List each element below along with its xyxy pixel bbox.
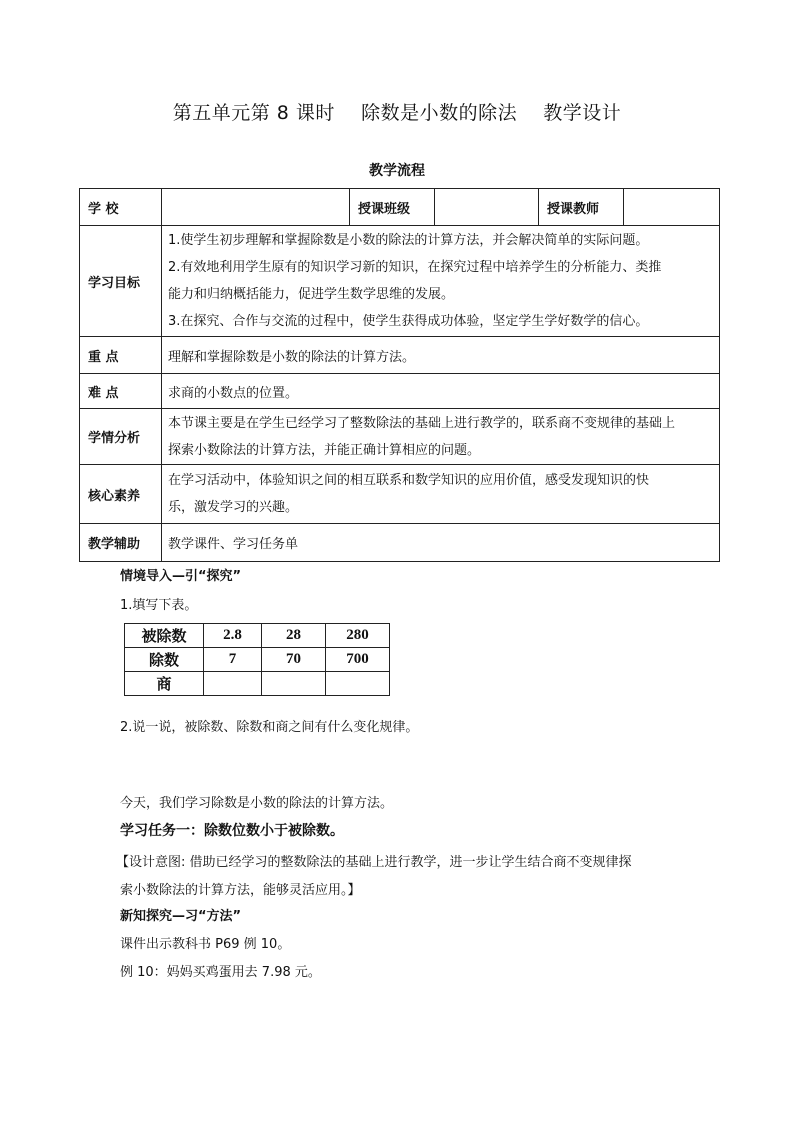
step1-text: 1.填写下表。: [120, 598, 198, 613]
quotient-cell: [204, 672, 262, 696]
table-row: [80, 524, 720, 562]
divisor-cell: 70: [262, 648, 326, 672]
table-row: [80, 226, 720, 337]
class-label: 授课班级: [350, 189, 435, 226]
analysis-label: 学情分析: [80, 409, 162, 465]
dividend-cell: 28: [262, 624, 326, 648]
objective-item: 2.有效地利用学生原有的知识学习新的知识，在探究过程中培养学生的分析能力、类推: [168, 260, 662, 275]
table-row: [125, 648, 390, 672]
objectives-label: 学习目标: [80, 226, 162, 337]
objective-item: 能力和归纳概括能力，促进学生数学思维的发展。: [168, 287, 455, 302]
aids-text: 教学课件、学习任务单: [162, 524, 720, 562]
step2-text: 2.说一说，被除数、除数和商之间有什么变化规律。: [120, 720, 419, 735]
analysis-line: 本节课主要是在学生已经学习了整数除法的基础上进行教学的，联系商不变规律的基础上: [168, 415, 676, 431]
teacher-label: 授课教师: [539, 189, 624, 226]
intro-heading: 情境导入—引“探究”: [120, 569, 242, 584]
school-value: [162, 189, 350, 226]
design-intent-line: 索小数除法的计算方法，能够灵活应用。】: [120, 883, 361, 898]
table-row: [80, 465, 720, 524]
aids-label: 教学辅助: [80, 524, 162, 562]
quotient-cell: [326, 672, 390, 696]
literacy-content: [162, 465, 720, 524]
design-intent-line: 【设计意图: 借助已经学习的整数除法的基础上进行教学，进一步让学生结合商不变规律探: [116, 855, 632, 870]
new-knowledge-heading: 新知探究—习“方法”: [120, 909, 242, 924]
difficulty-text: 求商的小数点的位置。: [162, 374, 720, 409]
literacy-label: 核心素养: [80, 465, 162, 524]
dividend-cell: 2.8: [204, 624, 262, 648]
courseware-text: 课件出示教科书 P69 例 10。: [120, 937, 291, 952]
literacy-line: 乐，激发学习的兴趣。: [168, 500, 299, 515]
table-row: [80, 374, 720, 409]
table-row: [80, 189, 720, 226]
document-title: 第五单元第 8 课时 除数是小数的除法 教学设计: [172, 102, 622, 124]
fill-in-table: [124, 623, 390, 696]
section-subtitle: 教学流程: [369, 163, 425, 179]
task1-heading: 学习任务一：除数位数小于被除数。: [120, 823, 344, 839]
objective-item: 3.在探究、合作与交流的过程中，使学生获得成功体验，坚定学生学好数学的信心。: [168, 314, 649, 329]
objective-item: 1.使学生初步理解和掌握除数是小数的除法的计算方法，并会解决简单的实际问题。: [168, 233, 649, 248]
school-label: 学 校: [80, 189, 162, 226]
dividend-cell: 280: [326, 624, 390, 648]
today-text: 今天，我们学习除数是小数的除法的计算方法。: [120, 796, 394, 811]
table-row: [125, 672, 390, 696]
literacy-line: 在学习活动中，体验知识之间的相互联系和数学知识的应用价值，感受发现知识的快: [168, 473, 650, 488]
quotient-cell: [262, 672, 326, 696]
class-value: [435, 189, 539, 226]
analysis-content: [162, 409, 720, 465]
teacher-value: [624, 189, 720, 226]
divisor-cell: 7: [204, 648, 262, 672]
table-row: [80, 337, 720, 374]
difficulty-label: 难 点: [80, 374, 162, 409]
row-label-quotient: 商: [125, 672, 204, 696]
table-row: [125, 624, 390, 648]
row-label-dividend: 被除数: [125, 624, 204, 648]
lesson-info-table: [79, 188, 720, 562]
table-row: [80, 409, 720, 465]
key-point-label: 重 点: [80, 337, 162, 374]
key-point-text: 理解和掌握除数是小数的除法的计算方法。: [162, 337, 720, 374]
analysis-line: 探索小数除法的计算方法，并能正确计算相应的问题。: [168, 442, 481, 458]
row-label-divisor: 除数: [125, 648, 204, 672]
objectives-content: [162, 226, 720, 337]
divisor-cell: 700: [326, 648, 390, 672]
example-text: 例 10：妈妈买鸡蛋用去 7.98 元。: [120, 965, 321, 980]
